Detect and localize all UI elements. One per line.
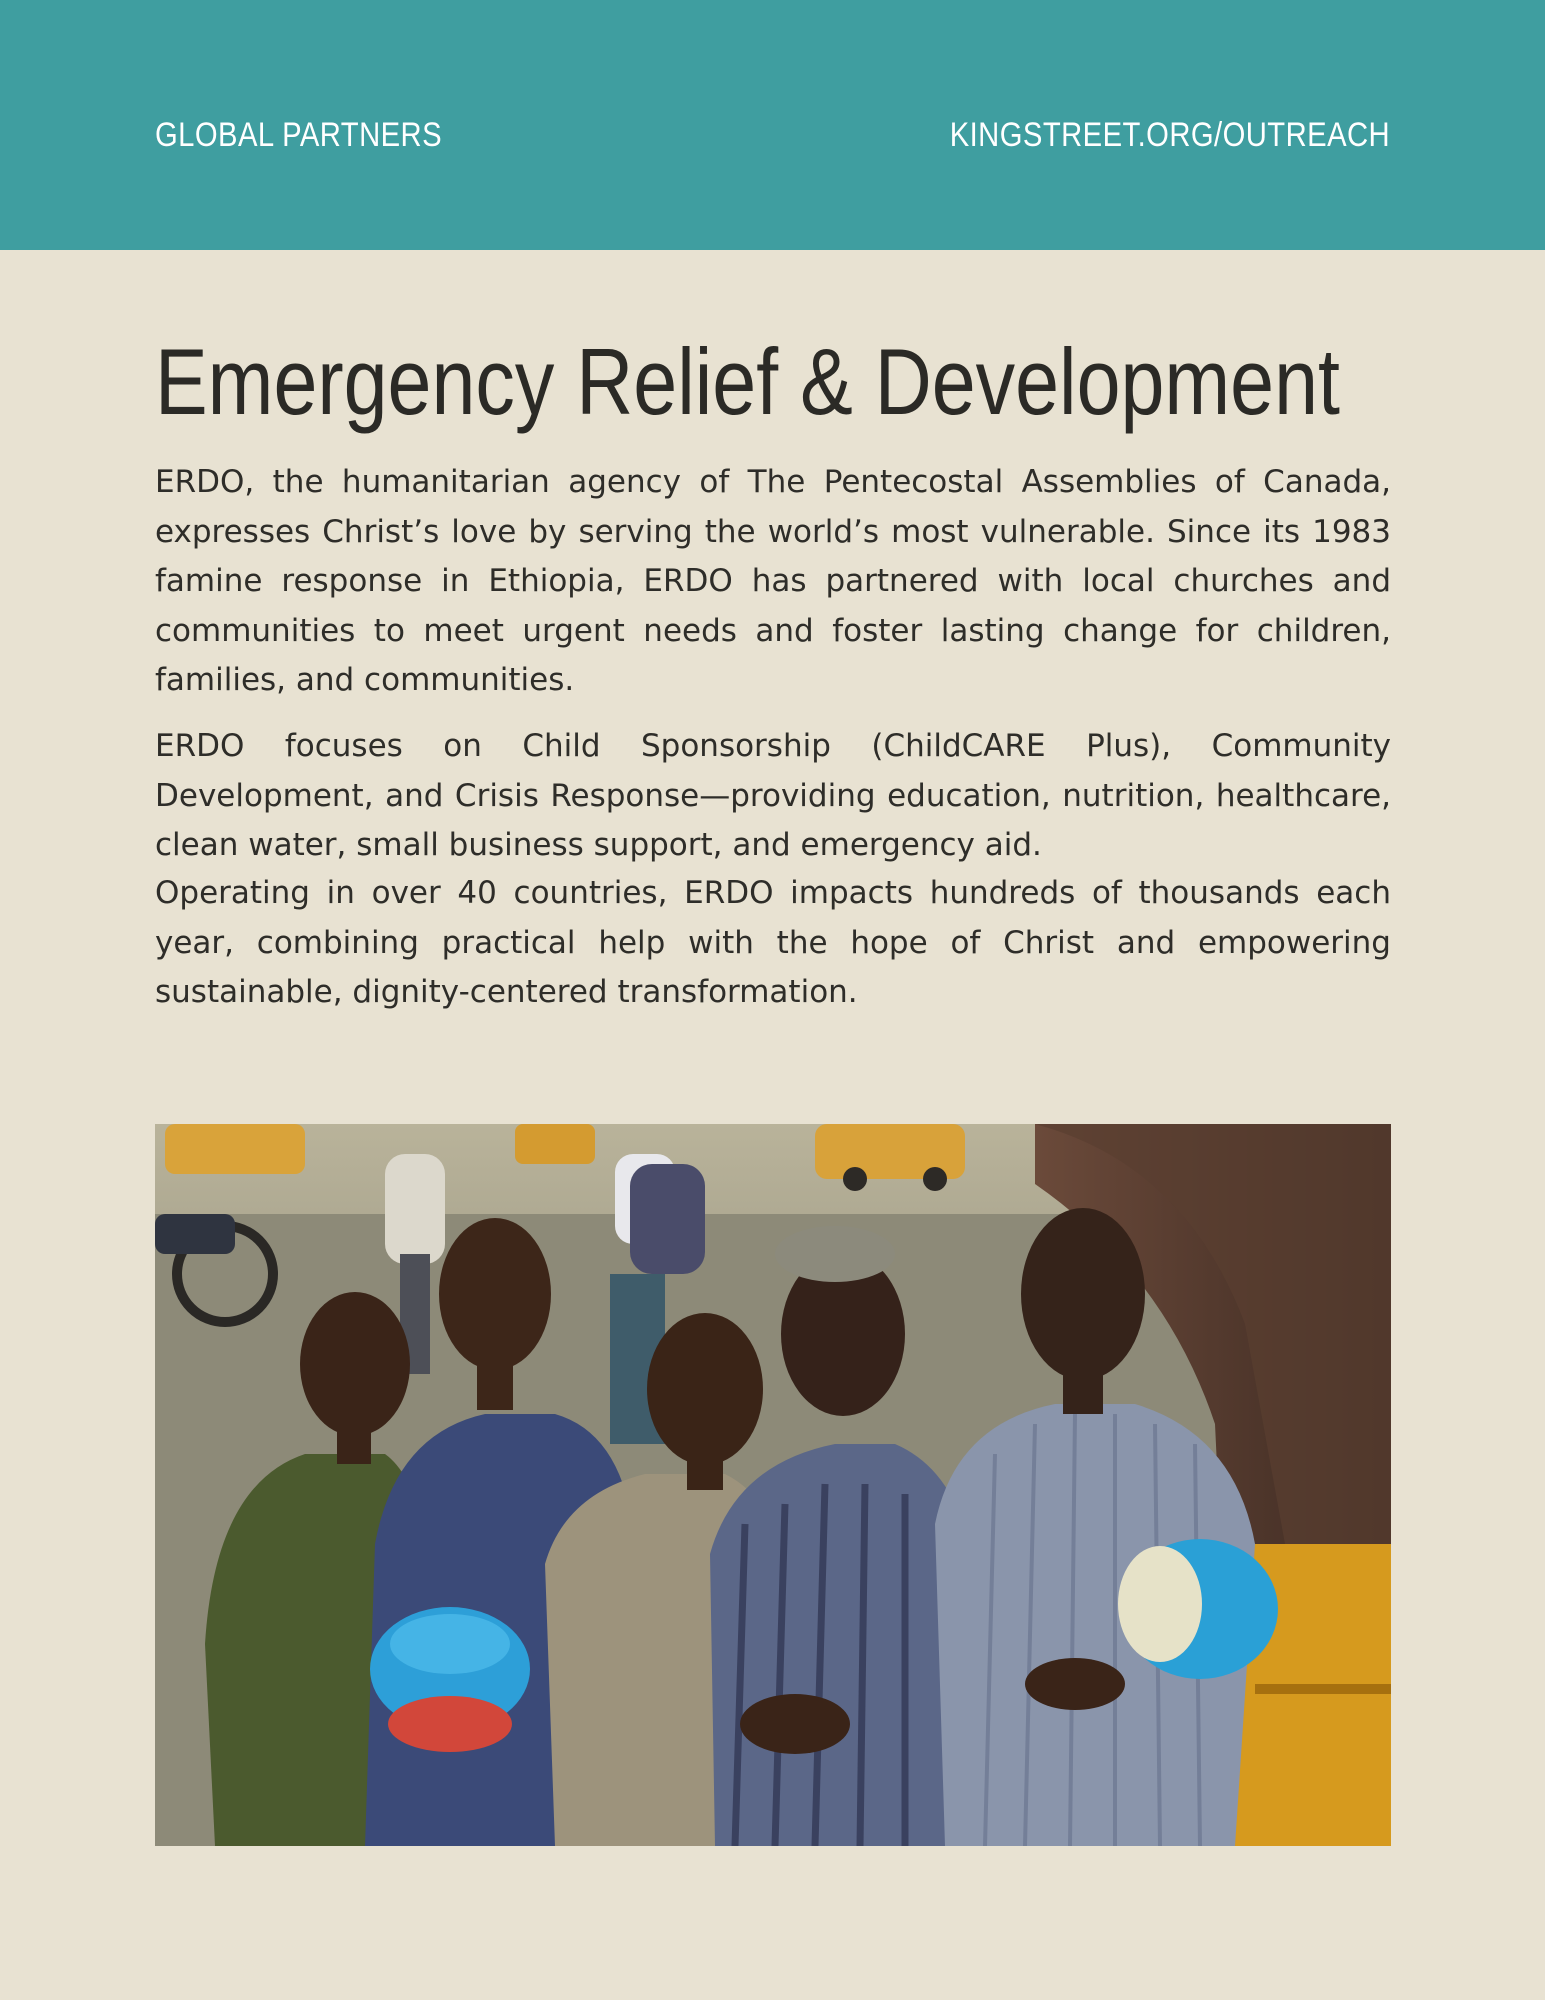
header-banner — [0, 0, 1545, 250]
header-left-label: GLOBAL PARTNERS — [155, 116, 443, 154]
paragraph-intro: ERDO, the humanitarian agency of The Pentecostal Assemblies of Canada, expresses Christ’s love by serving the world’s most vulnerable. Since its 1983 famine response in Ethiopia, ERDO has partnered with local churches and communities to meet urgent needs and foster lasting change for children, families, and communities. — [155, 464, 1391, 698]
header-url-label: KINGSTREET.ORG/OUTREACH — [949, 116, 1390, 154]
children-photo — [155, 1124, 1391, 1846]
paragraph-impact: Operating in over 40 countries, ERDO impacts hundreds of thousands each year, combining practical help with the hope of Christ and empowering sustainable, dignity-centered transformation. — [155, 875, 1391, 1010]
paragraph-focus: ERDO focuses on Child Sponsorship (ChildCARE Plus), Community Development, and Crisis Response—providing education, nutrition, healthcare, clean water, small business support, and emergency aid. — [155, 728, 1391, 863]
page-title: Emergency Relief & Development — [155, 329, 1340, 434]
